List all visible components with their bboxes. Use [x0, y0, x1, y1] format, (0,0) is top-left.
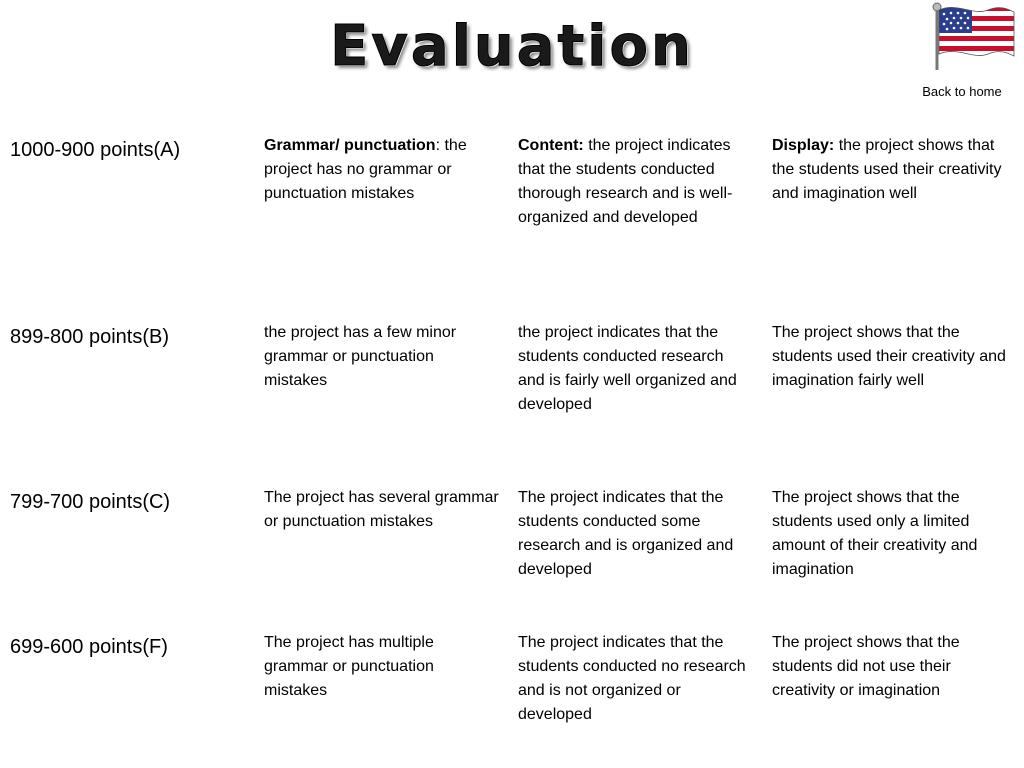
display-a-text: the project shows that the students used their creativity and imagination well [772, 137, 1002, 202]
grammar-heading: Grammar/ punctuation [264, 137, 436, 154]
display-a [772, 134, 1008, 206]
grammar-c: The project has several grammar or punctuation mistakes [264, 489, 499, 530]
grammar-f: The project has multiple grammar or punctuation mistakes [264, 634, 434, 699]
grammar-a-text: the project has no grammar or punctuation mistakes [264, 137, 467, 202]
grade-b-label: 899-800 points(B) [10, 326, 169, 348]
grade-a-label: 1000-900 points(A) [10, 139, 181, 161]
display-f: The project shows that the students did not use their creativity or imagination [772, 634, 960, 699]
grammar-a [264, 134, 500, 206]
us-flag-icon[interactable] [928, 0, 1020, 75]
content-a-text: the project indicates that the students conducted thorough research and is well-organized and developed [518, 137, 733, 226]
page-title: Evaluation [330, 14, 694, 79]
content-c: The project indicates that the students conducted some research and is organized and developed [518, 489, 734, 578]
content-f: The project indicates that the students conducted no research and is not organized or developed [518, 634, 746, 723]
display-b: The project shows that the students used their creativity and imagination fairly well [772, 324, 1006, 389]
grammar-b: the project has a few minor grammar or punctuation mistakes [264, 324, 457, 389]
content-a [518, 134, 754, 230]
grammar-heading-colon: : [435, 137, 441, 154]
grade-f-label: 699-600 points(F) [10, 636, 168, 658]
back-to-home-link[interactable]: Back to home [922, 84, 1002, 99]
display-heading: Display: [772, 137, 835, 154]
grade-c-label: 799-700 points(C) [10, 491, 171, 513]
content-heading: Content: [518, 137, 584, 154]
display-c: The project shows that the students used only a limited amount of their creativity and imagination [772, 489, 978, 578]
content-b: the project indicates that the students conducted research and is fairly well organized and developed [518, 324, 737, 413]
